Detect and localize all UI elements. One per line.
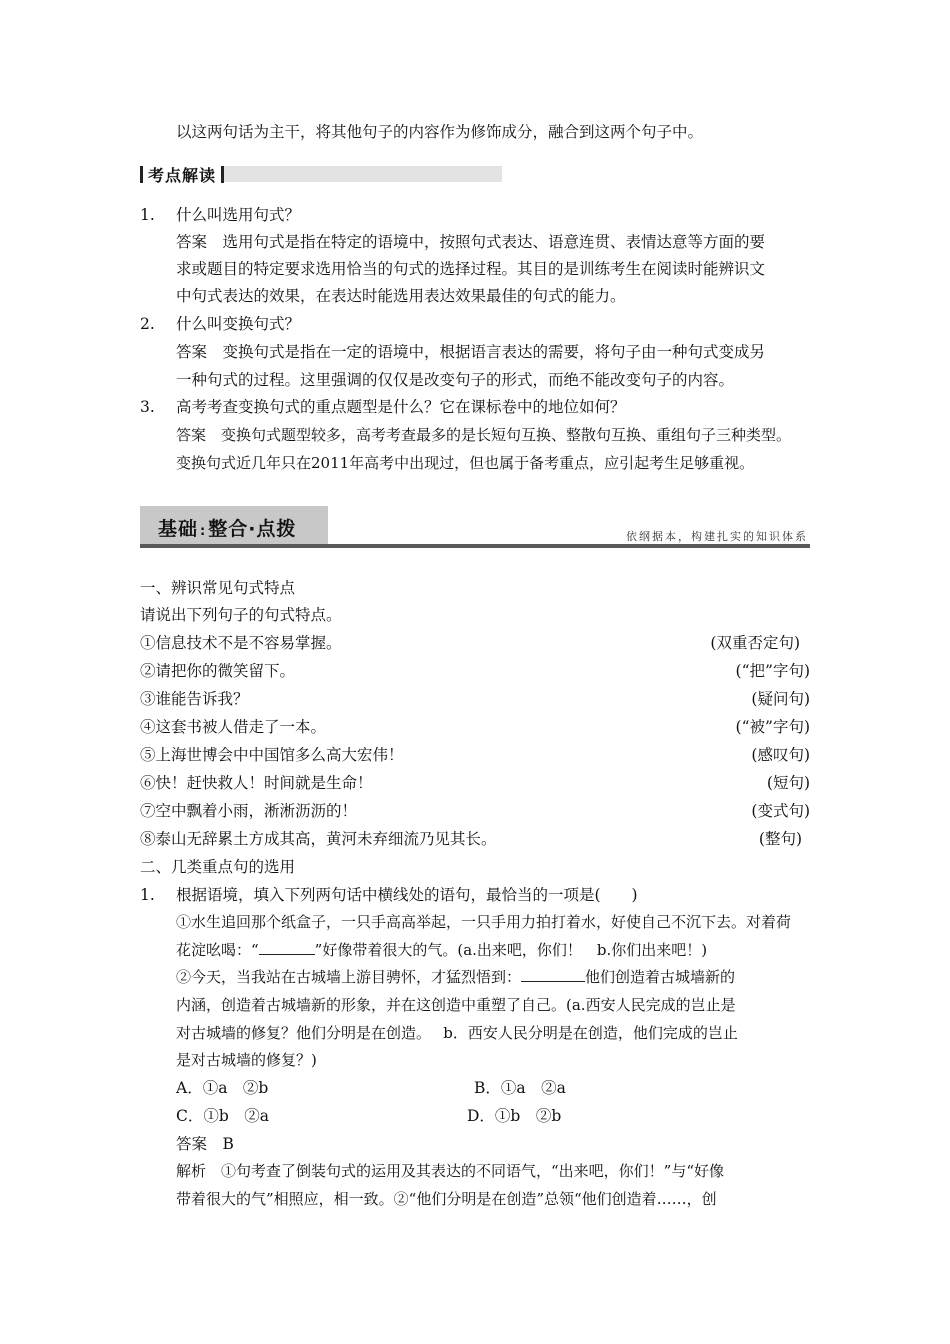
banner-title-colon: : <box>200 524 207 539</box>
sentence-2-line: 对古城墙的修复？他们分明是在创造。 b．西安人民分明是在创造，他们完成的岂止 <box>176 1024 738 1042</box>
sentence-2-pre: ②今天，当我站在古城墙上游目骋怀，才猛烈悟到： <box>176 968 522 986</box>
part2-question: 根据语境，填入下列两句话中横线处的语句，最恰当的一项是( ) <box>176 886 638 904</box>
heading-fill <box>224 166 502 182</box>
banner-title-part2: 整合·点拨 <box>208 518 297 540</box>
sentence-2-line: 是对古城墙的修复？) <box>176 1051 317 1069</box>
analysis-line: 解析 ①句考查了倒装句式的运用及其表达的不同语气，“出来吧，你们！”与“好像 <box>176 1162 725 1180</box>
qa-1-answer-line: 中句式表达的效果，在表达时能选用表达效果最佳的句式的能力。 <box>176 287 626 305</box>
option-a[interactable]: A．①a ②b <box>176 1079 269 1097</box>
sentence-item: ②请把你的微笑留下。 <box>140 662 296 680</box>
part1-heading: 一、辨识常见句式特点 <box>140 579 296 597</box>
qa-2-question: 什么叫变换句式？ <box>176 315 301 333</box>
qa-3-answer-line: 答案 变换句式题型较多，高考考查最多的是长短句互换、整散句互换、重组句子三种类型。 <box>176 426 792 444</box>
sentence-1-line <box>176 940 707 960</box>
section-banner <box>140 506 810 550</box>
qa-3-question: 高考考查变换句式的重点题型是什么？它在课标卷中的地位如何？ <box>176 398 626 416</box>
sentence-item: ①信息技术不是不容易掌握。 <box>140 634 342 652</box>
sentence-type: (“把”字句) <box>735 662 810 680</box>
sentence-1-pre: 花淀吆喝：“ <box>176 941 259 959</box>
sentence-2-post: 他们创造着古城墙新的 <box>585 968 736 986</box>
sentence-2-line <box>176 967 735 987</box>
part1-prompt: 请说出下列句子的句式特点。 <box>140 606 342 624</box>
sentence-type: (双重否定句) <box>710 634 800 652</box>
answer: 答案 B <box>176 1135 234 1153</box>
sentence-item: ④这套书被人借走了一本。 <box>140 718 327 736</box>
sentence-item: ⑦空中飘着小雨，淅淅沥沥的！ <box>140 802 358 820</box>
sentence-type: (疑问句) <box>751 690 810 708</box>
option-c[interactable]: C．①b ②a <box>176 1107 270 1125</box>
sentence-type: (“被”字句) <box>735 718 810 736</box>
banner-title <box>158 514 296 541</box>
sentence-item: ③谁能告诉我？ <box>140 690 249 708</box>
section-title: 考点解读 <box>148 165 217 185</box>
intro-line: 以这两句话为主干，将其他句子的内容作为修饰成分，融合到这两个句子中。 <box>176 123 704 141</box>
option-d[interactable]: D．①b ②b <box>467 1107 562 1125</box>
qa-2-answer-line: 一种句式的过程。这里强调的仅仅是改变句子的形式，而绝不能改变句子的内容。 <box>176 371 735 389</box>
fill-blank[interactable] <box>521 967 585 982</box>
qa-1-answer-line: 答案 选用句式是指在特定的语境中，按照句式表达、语意连贯、表情达意等方面的要 <box>176 233 766 251</box>
sentence-type: (变式句) <box>751 802 810 820</box>
sentence-1-post: ”好像带着很大的气。(a.出来吧，你们！ b.你们出来吧！) <box>314 941 708 959</box>
sentence-2-line: 内涵，创造着古城墙新的形象，并在这创造中重塑了自己。(a.西安人民完成的岂止是 <box>176 996 736 1014</box>
banner-title-part1: 基础 <box>158 518 199 540</box>
heading-bar-left <box>140 166 143 183</box>
sentence-item: ⑧泰山无辞累土方成其高，黄河未弃细流乃见其长。 <box>140 830 497 848</box>
qa-1-number: 1. <box>140 206 155 224</box>
sentence-item: ⑥快！赶快救人！时间就是生命！ <box>140 774 373 792</box>
part2-question-number: 1. <box>140 886 155 904</box>
sentence-item: ⑤上海世博会中中国馆多么高大宏伟！ <box>140 746 404 764</box>
qa-1-question: 什么叫选用句式？ <box>176 206 301 224</box>
banner-rule <box>140 544 810 548</box>
sentence-type: (感叹句) <box>751 746 810 764</box>
sentence-type: (短句) <box>766 774 810 792</box>
section-heading <box>140 164 502 184</box>
fill-blank[interactable] <box>259 940 315 955</box>
sentence-1-line: ①水生追回那个纸盒子，一只手高高举起，一只手用力拍打着水，好使自己不沉下去。对着荷 <box>176 913 792 931</box>
sentence-type: (整句) <box>758 830 802 848</box>
analysis-line: 带着很大的气”相照应，相一致。②“他们分明是在创造”总领“他们创造着……，创 <box>176 1190 717 1208</box>
qa-1-answer-line: 求或题目的特定要求选用恰当的句式的选择过程。其目的是训练考生在阅读时能辨识文 <box>176 260 766 278</box>
qa-3-number: 3. <box>140 398 155 416</box>
qa-2-number: 2. <box>140 315 155 333</box>
part2-heading: 二、几类重点句的选用 <box>140 858 296 876</box>
qa-3-answer-line: 变换句式近几年只在2011年高考中出现过，但也属于备考重点，应引起考生足够重视。 <box>176 454 755 472</box>
banner-tagline: 依纲据本，构建扎实的知识体系 <box>626 530 808 543</box>
qa-2-answer-line: 答案 变换句式是指在一定的语境中，根据语言表达的需要，将句子由一种句式变成另 <box>176 343 766 361</box>
option-b[interactable]: B．①a ②a <box>474 1079 566 1097</box>
